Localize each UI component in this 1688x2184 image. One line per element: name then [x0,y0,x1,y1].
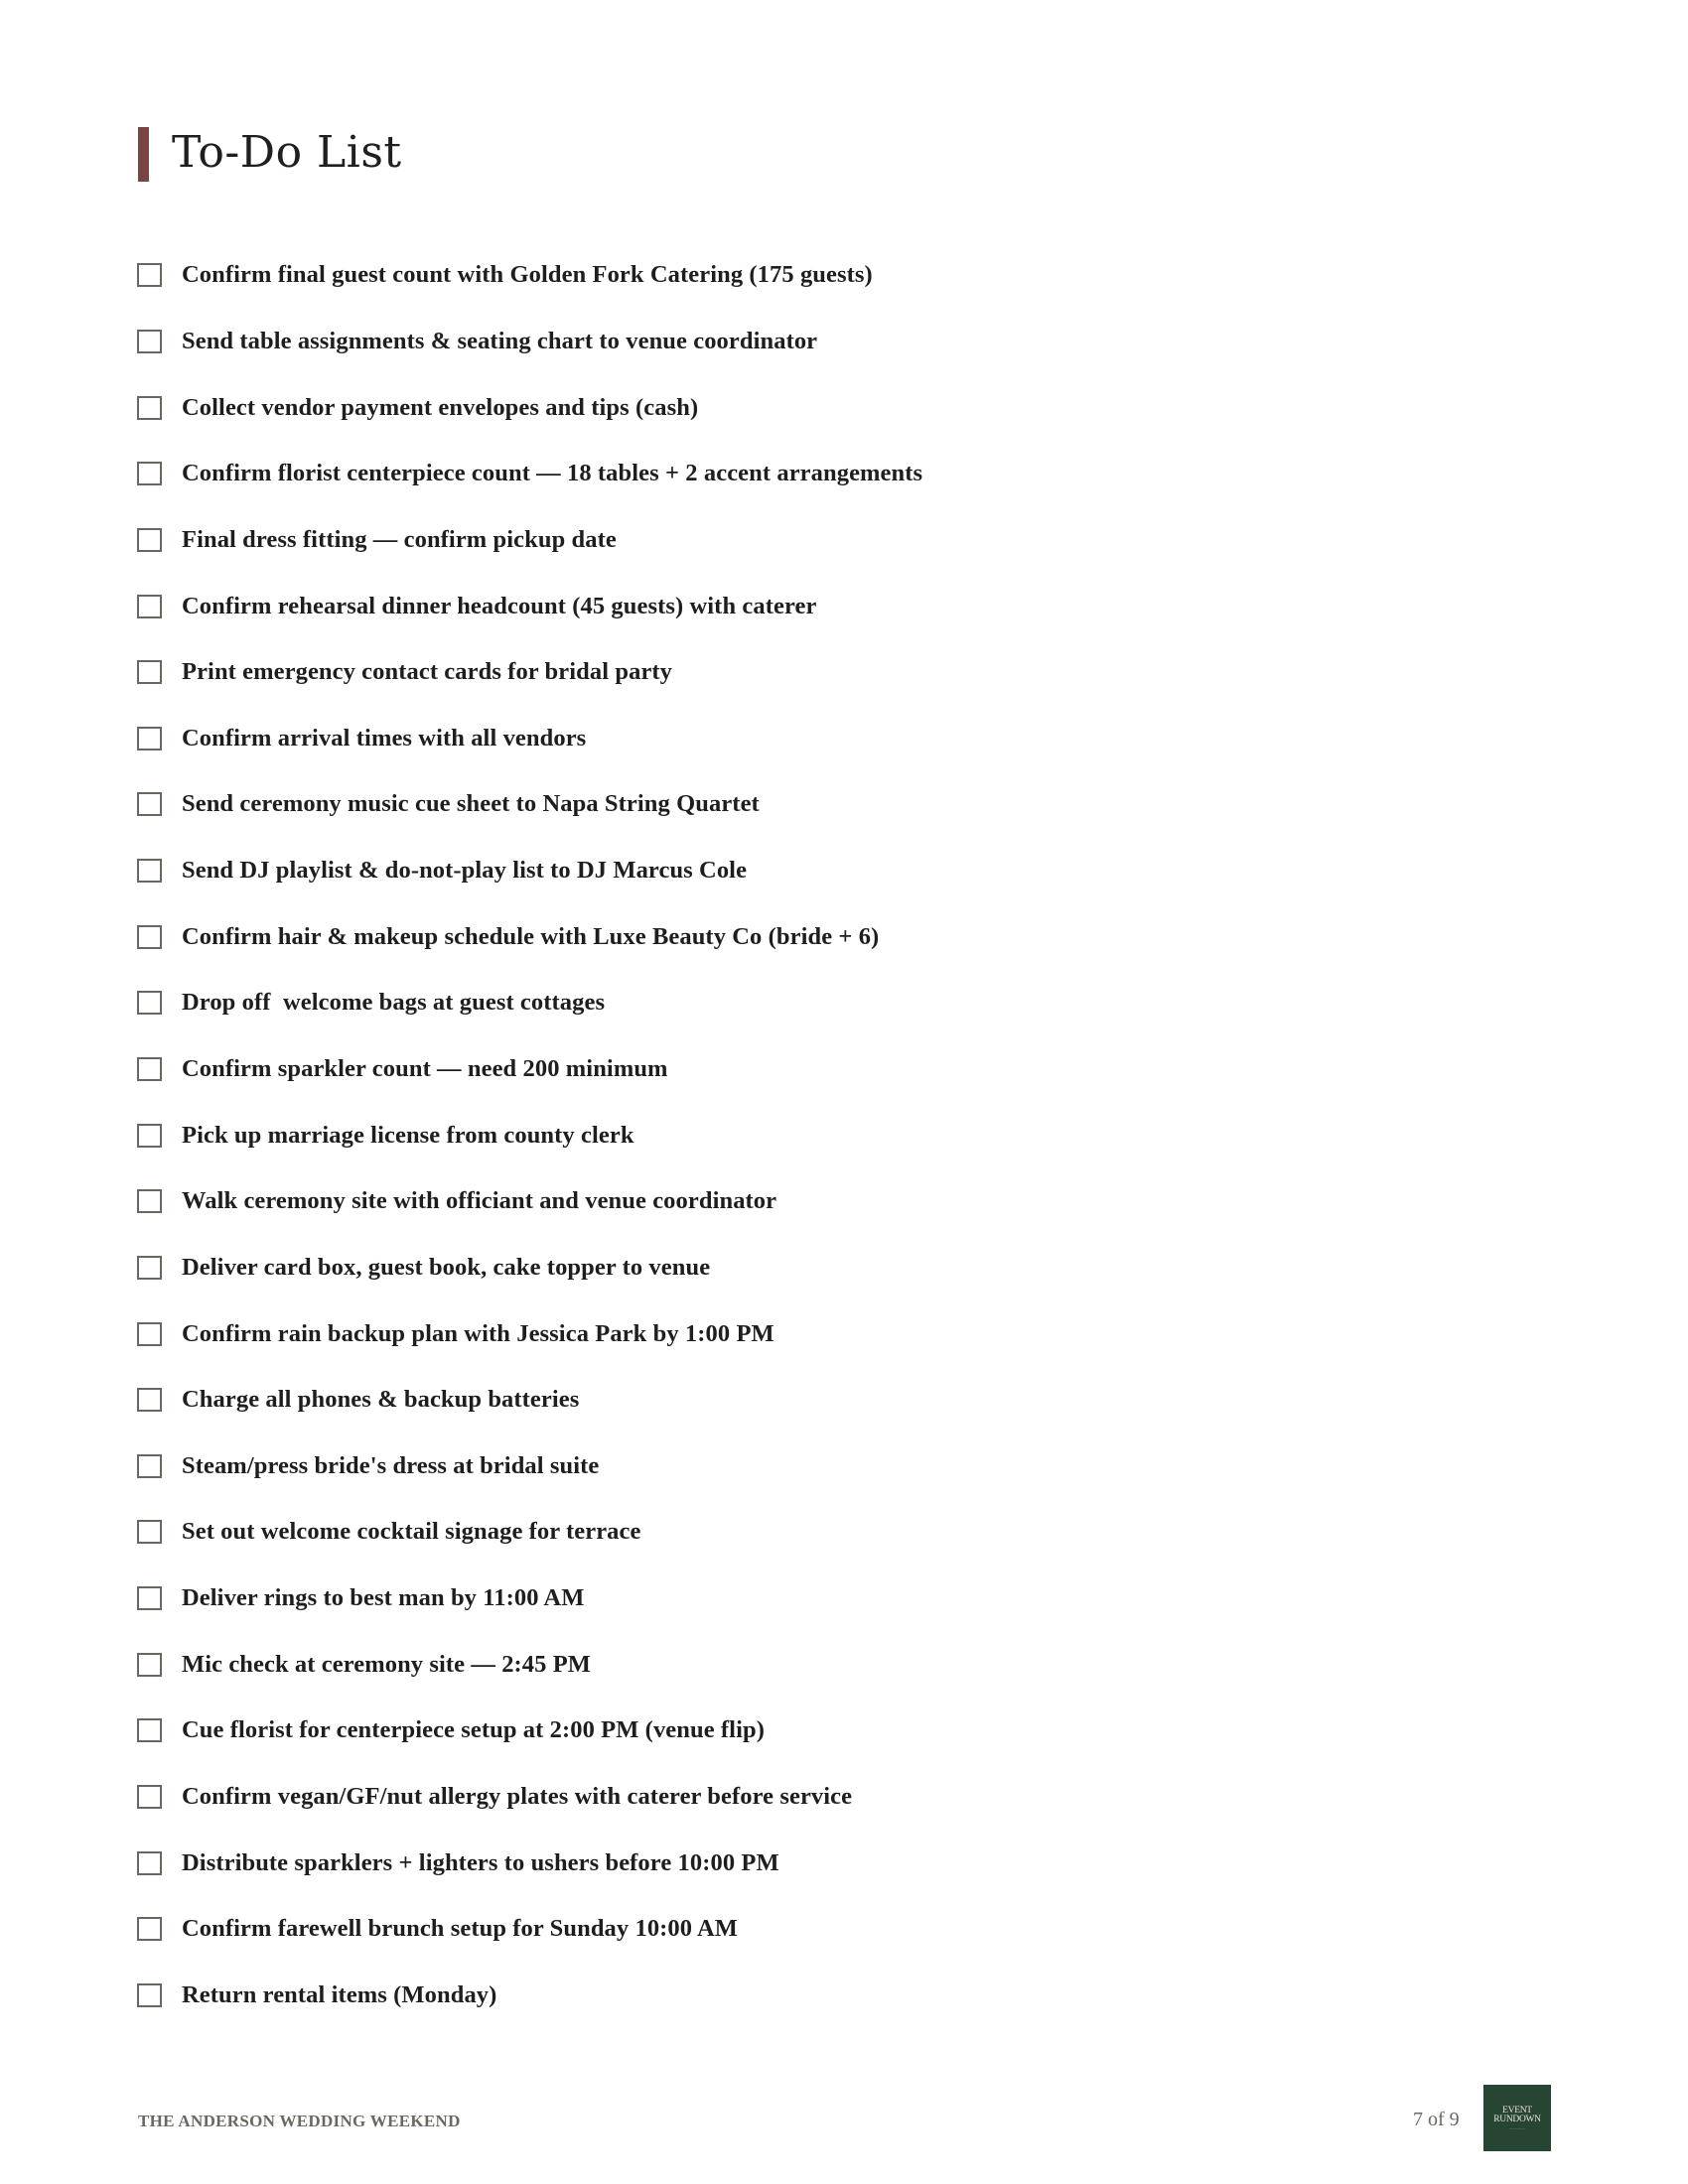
todo-label: Collect vendor payment envelopes and tips (cash) [182,393,699,421]
checkbox[interactable] [137,1785,162,1809]
todo-item[interactable] [137,838,922,904]
todo-label: Walk ceremony site with officiant and venue coordinator [182,1187,777,1215]
todo-label: Send DJ playlist & do-not-play list to DJ Marcus Cole [182,857,748,885]
todo-item[interactable] [137,1698,922,1764]
todo-label: Final dress fitting — confirm pickup date [182,525,617,553]
checkbox[interactable] [137,1124,162,1148]
logo-line-2: RUNDOWN [1493,2115,1541,2124]
todo-label: Pick up marriage license from county clerk [182,1121,634,1149]
todo-item[interactable] [137,970,922,1036]
checkbox[interactable] [137,1851,162,1875]
page-header [138,127,402,182]
checkbox[interactable] [137,727,162,751]
checkbox[interactable] [137,263,162,287]
todo-label: Confirm arrival times with all vendors [182,724,587,751]
checkbox[interactable] [137,1653,162,1677]
todo-label: Cue florist for centerpiece setup at 2:00 PM (venue flip) [182,1716,765,1744]
checkbox[interactable] [137,1454,162,1478]
checkbox[interactable] [137,462,162,485]
todo-label: Confirm farewell brunch setup for Sunday 10:00 AM [182,1915,739,1943]
todo-item[interactable] [137,903,922,970]
logo-line-1: EVENT [1502,2105,1532,2116]
todo-label: Steam/press bride's dress at bridal suite [182,1451,600,1479]
todo-item[interactable] [137,1764,922,1831]
page-title: To-Do List [172,127,402,178]
checkbox[interactable] [137,1586,162,1610]
todo-label: Deliver rings to best man by 11:00 AM [182,1584,585,1612]
todo-item[interactable] [137,1566,922,1632]
todo-label: Charge all phones & backup batteries [182,1386,580,1414]
todo-list [137,242,922,2028]
checkbox[interactable] [137,1057,162,1081]
todo-item[interactable] [137,1896,922,1963]
event-name: THE ANDERSON WEDDING WEEKEND [138,2112,461,2130]
todo-label: Drop off welcome bags at guest cottages [182,989,606,1017]
checkbox[interactable] [137,1983,162,2007]
todo-label: Return rental items (Monday) [182,1980,497,2008]
todo-item[interactable] [137,309,922,375]
todo-item[interactable] [137,507,922,574]
checkbox[interactable] [137,396,162,420]
todo-item[interactable] [137,441,922,507]
todo-label: Confirm hair & makeup schedule with Luxe Beauty Co (bride + 6) [182,922,880,950]
todo-label: Mic check at ceremony site — 2:45 PM [182,1650,592,1678]
todo-label: Confirm vegan/GF/nut allergy plates with caterer before service [182,1783,853,1811]
todo-item[interactable] [137,1367,922,1433]
checkbox[interactable] [137,595,162,618]
todo-item[interactable] [137,573,922,639]
todo-label: Confirm final guest count with Golden Fork Catering (175 guests) [182,261,873,289]
todo-item[interactable] [137,242,922,309]
todo-label: Send ceremony music cue sheet to Napa String Quartet [182,790,760,818]
todo-item[interactable] [137,771,922,838]
todo-label: Print emergency contact cards for bridal party [182,658,673,686]
todo-item[interactable] [137,1235,922,1301]
todo-label: Deliver card box, guest book, cake topper to venue [182,1253,711,1281]
page-indicator: 7 of 9 [1413,2109,1460,2130]
todo-label: Confirm rain backup plan with Jessica Park by 1:00 PM [182,1319,774,1347]
checkbox[interactable] [137,1718,162,1742]
todo-item[interactable] [137,1499,922,1566]
todo-item[interactable] [137,1963,922,2029]
checkbox[interactable] [137,528,162,552]
checkbox[interactable] [137,1256,162,1280]
todo-item[interactable] [137,1830,922,1896]
todo-item[interactable] [137,1168,922,1235]
checkbox[interactable] [137,330,162,353]
todo-item[interactable] [137,639,922,706]
checkbox[interactable] [137,660,162,684]
logo-tagline: ————— [1508,2125,1526,2130]
checkbox[interactable] [137,1388,162,1412]
event-rundown-logo [1483,2085,1551,2151]
todo-label: Set out welcome cocktail signage for terrace [182,1518,641,1546]
todo-label: Send table assignments & seating chart to venue coordinator [182,327,818,354]
todo-label: Distribute sparklers + lighters to ushers before 10:00 PM [182,1848,779,1876]
title-accent-bar [138,127,149,182]
checkbox[interactable] [137,1520,162,1544]
todo-item[interactable] [137,1631,922,1698]
todo-item[interactable] [137,705,922,771]
todo-label: Confirm rehearsal dinner headcount (45 guests) with caterer [182,592,817,619]
checkbox[interactable] [137,925,162,949]
checkbox[interactable] [137,991,162,1015]
checkbox[interactable] [137,1322,162,1346]
checkbox[interactable] [137,1189,162,1213]
checkbox[interactable] [137,859,162,883]
todo-item[interactable] [137,1102,922,1168]
todo-label: Confirm sparkler count — need 200 minimum [182,1055,668,1082]
todo-item[interactable] [137,1433,922,1500]
todo-item[interactable] [137,374,922,441]
todo-item[interactable] [137,1036,922,1103]
checkbox[interactable] [137,1917,162,1941]
checkbox[interactable] [137,792,162,816]
todo-label: Confirm florist centerpiece count — 18 tables + 2 accent arrangements [182,460,923,487]
todo-item[interactable] [137,1300,922,1367]
